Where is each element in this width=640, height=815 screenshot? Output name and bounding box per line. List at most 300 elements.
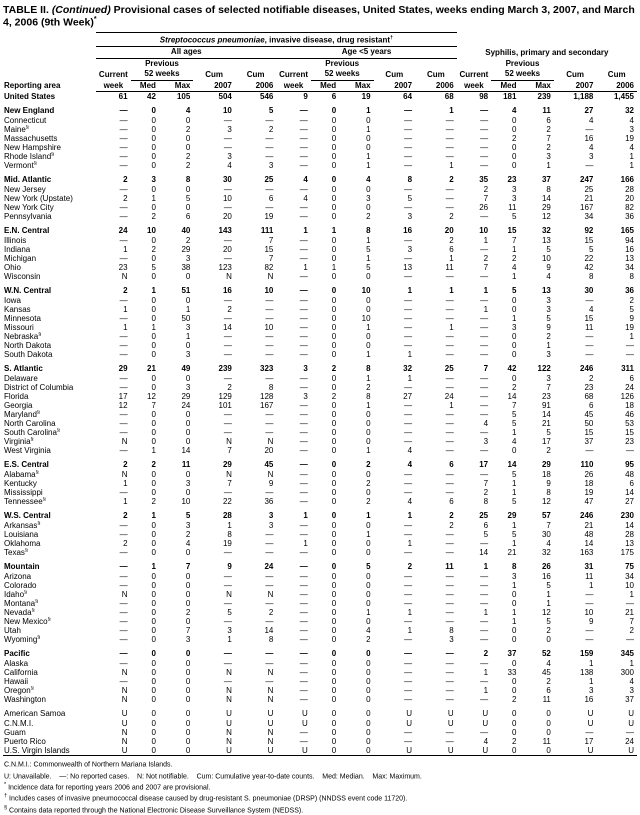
cell-value: 20 (625, 194, 634, 204)
cell-value: — (265, 185, 274, 195)
cell-value: 0 (512, 719, 517, 729)
cell-value: 42 (147, 92, 156, 102)
cell-value: — (445, 332, 454, 342)
cell-value: 1 (512, 314, 517, 324)
cell-value: 1 (512, 479, 517, 489)
strep-species-label: Streptococcus pneumoniae (159, 35, 265, 45)
cell-value: 345 (620, 648, 634, 658)
cell-value: 68 (444, 92, 454, 102)
cell-value: 11 (181, 459, 191, 469)
cell-value: 2 (366, 212, 371, 222)
cell-value: 5 (366, 561, 371, 571)
cell-value: 0 (151, 116, 156, 126)
cell-value: — (265, 296, 274, 306)
table-row (3, 479, 637, 488)
cell-value: 29 (222, 459, 232, 469)
cell-value: 0 (151, 341, 156, 351)
cell-value: N (121, 590, 128, 600)
cell-value: — (404, 314, 413, 324)
row-label: Iowa (4, 296, 21, 306)
cell-value: 2 (227, 305, 232, 315)
cell-value: 2 (185, 161, 191, 171)
cell-value: 311 (621, 363, 634, 373)
cell-value: 4 (546, 539, 551, 549)
table-row (3, 272, 637, 281)
cell-value: — (299, 383, 308, 393)
cell-value: 1 (303, 263, 308, 273)
cell-value: — (119, 581, 128, 591)
cell-value: — (404, 161, 413, 171)
cell-value: — (626, 599, 634, 609)
cell-value: 4 (407, 446, 413, 456)
cell-value: 1 (366, 161, 371, 171)
cell-value: 34 (625, 263, 634, 273)
table-row (3, 221, 637, 236)
cell-value: 0 (151, 383, 156, 393)
cell-value: — (480, 572, 489, 582)
cell-value: 17 (541, 437, 551, 447)
cell-value: — (299, 521, 308, 531)
cell-value: 1 (123, 245, 128, 255)
cell-value: — (299, 254, 308, 264)
cell-value: 0 (366, 737, 371, 747)
cell-value: 0 (331, 677, 337, 687)
cell-value: 0 (331, 659, 337, 669)
cell-value: — (119, 203, 128, 213)
cell-value: 94 (625, 236, 634, 246)
cell-value: — (265, 539, 274, 549)
cell-value: — (626, 446, 634, 456)
table-row (3, 161, 637, 170)
cell-value: 27 (584, 105, 594, 115)
cell-value: 0 (151, 185, 156, 195)
cell-value: 0 (331, 174, 337, 184)
cell-value: 1 (512, 521, 517, 531)
cell-value: — (299, 668, 308, 678)
cell-value: — (480, 626, 489, 636)
cell-value: — (265, 419, 274, 429)
cell-value: 3 (546, 152, 551, 162)
table-row (3, 428, 637, 437)
cell-value: N (267, 590, 274, 600)
cell-value: 0 (331, 134, 337, 144)
cell-value: 61 (118, 92, 128, 102)
cell-value: — (119, 530, 128, 540)
cell-value: 0 (185, 143, 191, 153)
cell-value: 0 (512, 341, 517, 351)
footnote: U: Unavailable. —: No reported cases. N: Not notifiable. Cum: Cumulative year-to-date counts. Med: Median. Max: Maximum. (4, 773, 422, 781)
cell-value: 1 (366, 510, 371, 520)
cell-value: — (404, 341, 413, 351)
table-row (3, 446, 637, 455)
cell-value: 32 (541, 225, 551, 235)
cell-value: 26 (541, 561, 551, 571)
cell-value: — (299, 659, 308, 669)
cell-value: 21 (541, 419, 551, 429)
cell-value: 0 (331, 459, 337, 469)
cell-value: — (404, 419, 413, 429)
cell-value: — (585, 446, 594, 456)
cell-value: 6 (449, 459, 454, 469)
row-label: North Carolina (4, 419, 56, 429)
cell-value: — (119, 296, 128, 306)
cell-value: 15 (584, 428, 594, 438)
cell-value: 1 (588, 581, 594, 591)
cell-value: 2 (483, 185, 489, 195)
cell-value: 2 (546, 125, 551, 135)
cell-value: 17 (118, 392, 128, 402)
cell-value: 8 (227, 530, 232, 540)
cell-value: 1 (151, 323, 156, 333)
cell-value: 0 (366, 437, 371, 447)
cell-value: — (445, 116, 454, 126)
cell-value: — (445, 581, 454, 591)
cell-value: 0 (151, 374, 156, 384)
cell-value: — (299, 437, 308, 447)
row-label: Mississippi (4, 488, 43, 498)
cell-value: 2 (151, 497, 156, 507)
cell-value: — (119, 572, 128, 582)
52-weeks-label: 52 weeks (491, 69, 554, 80)
row-label: Connecticut (4, 116, 47, 126)
cell-value: 0 (366, 410, 371, 420)
cell-value: 0 (512, 599, 517, 609)
cell-value: — (119, 488, 128, 498)
cell-value: 175 (620, 548, 634, 558)
cell-value: 0 (331, 648, 337, 658)
row-label: Georgia (4, 401, 33, 411)
cell-value: — (404, 185, 413, 195)
row-label: Pacific (4, 648, 30, 658)
row-label: Rhode Island§ (4, 152, 55, 162)
current-label: Current (279, 69, 309, 79)
cell-value: — (299, 143, 308, 153)
cell-value: — (223, 548, 232, 558)
table-row (3, 236, 637, 245)
cell-value: — (404, 572, 413, 582)
cell-value: 0 (331, 203, 337, 213)
cell-value: 0 (366, 590, 371, 600)
cell-value: 3 (512, 194, 517, 204)
row-label: Nevada§ (4, 608, 35, 618)
cell-value: 0 (151, 470, 156, 480)
cell-value: 3 (227, 125, 232, 135)
cell-value: — (585, 125, 594, 135)
table-row (3, 737, 637, 746)
cell-value: 0 (151, 539, 156, 549)
row-label: Montana§ (4, 599, 39, 609)
cell-value: 0 (331, 686, 337, 696)
row-label: Mountain (4, 561, 40, 571)
cell-value: 0 (512, 305, 517, 315)
cell-value: 7 (629, 617, 634, 627)
cell-value: — (223, 341, 232, 351)
cell-value: 2 (483, 488, 489, 498)
cell-value: 1 (303, 225, 308, 235)
cell-value: — (119, 105, 128, 115)
cell-value: 8 (407, 174, 413, 184)
cell-value: 2 (449, 236, 454, 246)
footnote: § Contains data reported through the National Electronic Disease Surveillance System (NEDSS). (4, 804, 304, 815)
cell-value: 0 (331, 728, 337, 738)
cell-value: 0 (185, 548, 191, 558)
cell-value: 1 (512, 428, 517, 438)
cell-value: 26 (479, 203, 489, 213)
cell-value: 0 (151, 410, 156, 420)
cell-value: 9 (629, 314, 634, 324)
cell-value: 4 (185, 105, 191, 115)
cell-value: 7 (546, 383, 551, 393)
cell-value: 0 (331, 254, 337, 264)
cell-value: U (596, 746, 637, 756)
cell-value: 0 (331, 470, 337, 480)
cell-value: 10 (222, 194, 232, 204)
cell-value: — (445, 608, 454, 618)
cell-value: 1 (366, 125, 371, 135)
cell-value: 1 (366, 446, 371, 456)
cell-value: — (119, 314, 128, 324)
cell-value: 105 (176, 92, 191, 102)
cell-value: 13 (403, 263, 413, 273)
cell-value: 13 (625, 539, 634, 549)
row-label: New Jersey (4, 185, 46, 195)
cell-value: N (226, 590, 232, 600)
cell-value: 25 (584, 185, 594, 195)
cell-value: 0 (151, 203, 156, 213)
cell-value: 0 (151, 305, 156, 315)
cell-value: 123 (218, 263, 232, 273)
row-label: South Dakota (4, 350, 53, 360)
cell-value: 126 (620, 392, 634, 402)
cum-label: Cum (246, 69, 265, 79)
cell-value: 0 (185, 719, 191, 729)
cell-value: 0 (366, 332, 371, 342)
table-row (3, 686, 637, 695)
cell-value: — (404, 125, 413, 135)
cell-value: 239 (218, 363, 232, 373)
cell-value: 29 (541, 203, 551, 213)
cell-value: 1 (185, 305, 191, 315)
group-under5-header: Age <5 years (276, 47, 456, 59)
cell-value: 68 (584, 392, 594, 402)
cell-value: — (299, 428, 308, 438)
cell-value: 49 (181, 363, 191, 373)
cell-value: N (267, 272, 274, 282)
cell-value: — (265, 410, 274, 420)
cell-value: — (265, 548, 274, 558)
row-label: Missouri (4, 323, 34, 333)
cell-value: — (404, 737, 413, 747)
cell-value: — (223, 185, 232, 195)
med-label: Med (311, 80, 339, 92)
cell-value: — (445, 314, 454, 324)
cell-value: 3 (185, 350, 191, 360)
cell-value: 1 (512, 272, 517, 282)
cell-value: 0 (512, 626, 517, 636)
cell-value: 2 (449, 510, 454, 520)
cell-value: 0 (151, 125, 156, 135)
cell-value: — (445, 648, 454, 658)
cell-value: 0 (185, 708, 191, 718)
cell-value: — (445, 428, 454, 438)
cell-value: — (480, 446, 489, 456)
cell-value: 1 (303, 539, 308, 549)
cell-value: 138 (580, 668, 594, 678)
cell-value: 12 (118, 401, 128, 411)
cell-value: 4 (407, 459, 413, 469)
cell-value: 0 (331, 521, 337, 531)
cell-value: 8 (546, 185, 551, 195)
cell-value: 21 (584, 521, 594, 531)
cell-value: — (299, 737, 308, 747)
cell-value: 0 (331, 626, 337, 636)
cell-value: — (223, 203, 232, 213)
cell-value: — (445, 479, 454, 489)
cell-value: — (119, 626, 128, 636)
cell-value: 16 (584, 134, 594, 144)
cell-value: 34 (625, 572, 634, 582)
cell-value: 5 (546, 314, 551, 324)
cell-value: 0 (331, 668, 337, 678)
cell-value: U (276, 746, 310, 756)
cell-value: 128 (260, 392, 274, 402)
cell-value: 0 (331, 635, 337, 645)
cell-value: — (445, 203, 454, 213)
previous-label: Previous (145, 58, 179, 68)
cell-value: — (585, 296, 594, 306)
cell-value: 0 (331, 695, 337, 705)
cell-value: — (265, 677, 274, 687)
row-label: Ohio (4, 263, 21, 273)
cell-value: — (119, 608, 128, 618)
cell-value: 0 (331, 581, 337, 591)
cell-value: 4 (366, 626, 371, 636)
row-label: Louisiana (4, 530, 39, 540)
cell-value: 29 (118, 363, 128, 373)
cell-value: 1 (483, 668, 489, 678)
cell-value: 3 (227, 626, 232, 636)
table-row (3, 626, 637, 635)
cell-value: 2 (483, 254, 489, 264)
cell-value: 26 (584, 470, 594, 480)
cell-value: 1 (407, 510, 413, 520)
cell-value: — (404, 648, 413, 658)
cell-value: 12 (541, 212, 551, 222)
current-label: Current (98, 69, 128, 79)
cell-value: — (265, 530, 274, 540)
cell-value: 1 (483, 561, 489, 571)
cell-value: 2 (123, 174, 128, 184)
table-row (3, 281, 637, 296)
cell-value: — (445, 194, 454, 204)
cell-value: — (265, 305, 274, 315)
cell-value: 2 (512, 254, 517, 264)
cell-value: 504 (218, 92, 232, 102)
cell-value: — (445, 686, 454, 696)
cell-value: 0 (546, 708, 551, 718)
row-label: Mid. Atlantic (4, 174, 52, 184)
cell-value: — (404, 677, 413, 687)
cell-value: 9 (588, 617, 594, 627)
group-syphilis-header: Syphilis, primary and secondary (485, 47, 609, 57)
cell-value: 7 (512, 236, 517, 246)
cell-value: 1 (123, 323, 128, 333)
cell-value: — (265, 374, 274, 384)
cell-value: 6 (185, 212, 191, 222)
table-row (3, 212, 637, 221)
cell-value: N (267, 686, 274, 696)
cell-value: 6 (268, 194, 274, 204)
cell-value: 546 (260, 92, 274, 102)
footnote: † Includes cases of invasive pneumococcal disease caused by drug-resistant S. pneumoniae (DRSP) (NNDSS event code 11720). (4, 793, 408, 803)
cell-value: 28 (222, 510, 232, 520)
cell-value: 246 (580, 510, 594, 520)
cell-value: — (626, 341, 634, 351)
cell-value: 20 (264, 446, 274, 456)
cell-value: — (445, 296, 454, 306)
cell-value: 0 (185, 737, 191, 747)
cell-value: 1 (366, 401, 371, 411)
cell-value: 4 (512, 263, 517, 273)
cell-value: 2 (366, 459, 371, 469)
cell-value: 1 (227, 635, 232, 645)
cell-value: N (226, 272, 232, 282)
cell-value: 0 (366, 617, 371, 627)
table-row (3, 635, 637, 644)
cell-value: — (119, 143, 128, 153)
cell-value: N (121, 437, 128, 447)
cell-value: 0 (151, 599, 156, 609)
cell-value: 8 (185, 174, 191, 184)
cell-value: — (445, 530, 454, 540)
cell-value: 3 (407, 212, 413, 222)
cell-value: 0 (366, 548, 371, 558)
cell-value: — (445, 383, 454, 393)
cell-value: — (299, 728, 308, 738)
cell-value: 1 (629, 590, 634, 600)
cell-value: 18 (584, 479, 594, 489)
cell-value: 1 (629, 659, 634, 669)
row-label: Massachusetts (4, 134, 58, 144)
cell-value: 5 (588, 245, 594, 255)
cum-label: Cum (385, 69, 404, 79)
cell-value: 2 (629, 626, 634, 636)
cell-value: 8 (366, 392, 371, 402)
cell-value: 0 (185, 134, 191, 144)
cell-value: 0 (331, 510, 337, 520)
row-label: West Virginia (4, 446, 51, 456)
cell-value: 20 (222, 245, 232, 255)
cell-value: 0 (331, 194, 337, 204)
cell-value: 29 (541, 459, 551, 469)
cell-value: 2 (449, 521, 454, 531)
cell-value: 0 (151, 419, 156, 429)
cell-value: 21 (625, 608, 634, 618)
cell-value: 10 (541, 254, 551, 264)
cell-value: 98 (479, 92, 489, 102)
table-row (3, 617, 637, 626)
cell-value: — (119, 446, 128, 456)
cell-value: — (265, 572, 274, 582)
table-row (3, 323, 637, 332)
cell-value: 7 (483, 479, 489, 489)
cell-value: — (480, 125, 489, 135)
week-label: week (96, 80, 130, 92)
cell-value: 0 (185, 686, 191, 696)
cell-value: N (267, 668, 274, 678)
cell-value: 10 (361, 314, 371, 324)
max-label: Max (519, 80, 553, 92)
